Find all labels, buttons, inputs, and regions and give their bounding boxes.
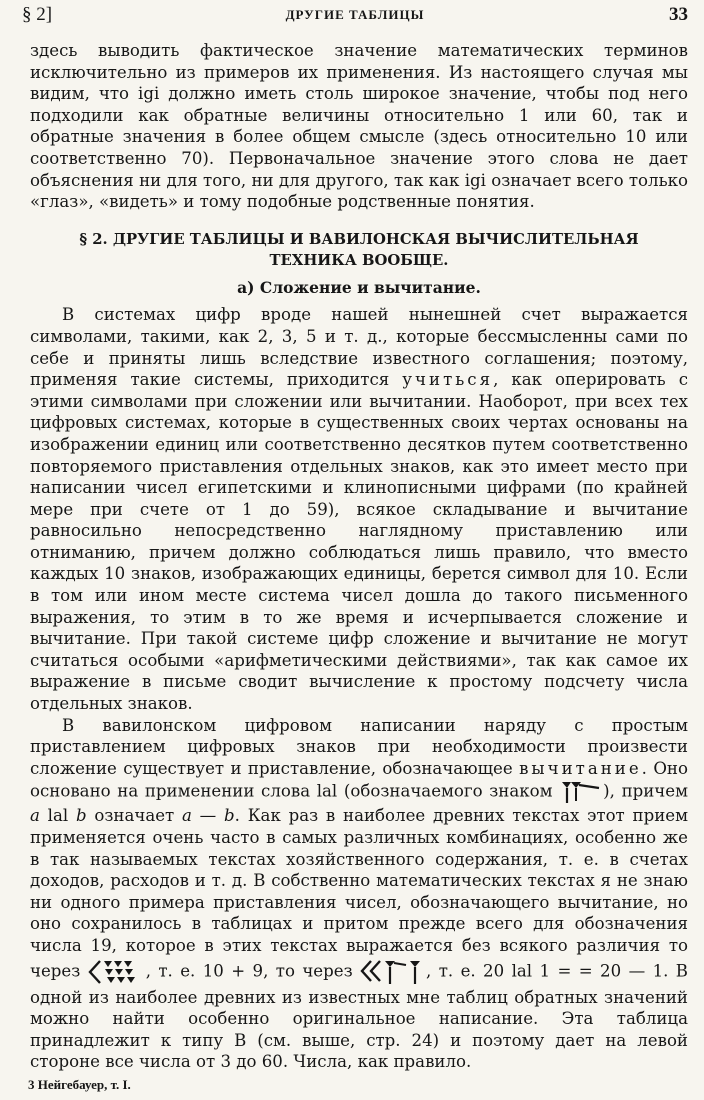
nineteen-additive-cuneiform-icon (88, 957, 146, 987)
text-run: . Как раз в наиболее древних текстах этот прием применяется очень часто в самых различных комбинациях, особенно же в так называемых текстах хозяйственного содержания, т. е. в счетах доходов, расходов и т. д. В собственно математических текстах я не знаю ни одного примера приставления чисел, обозначающего вычитание, но оно сохранилось в таблицах и притом прежде всего для обозначения числа 19, которое в этих текстах выражается без всякого различия то через (30, 806, 688, 981)
paragraph-babylonian (30, 715, 688, 1073)
header-section-ref: § 2] (22, 4, 53, 25)
var-a: a (30, 806, 40, 826)
lal-cuneiform-icon (559, 779, 603, 805)
paragraph-number-systems (30, 304, 688, 714)
var-b: b (75, 806, 87, 826)
footer-signature: 3 Нейгебауер, т. I. (28, 1077, 131, 1092)
text-run: . Оно основано на применении слова lal (обозначаемого знаком (30, 758, 688, 801)
page-number: 33 (669, 4, 688, 25)
text-run: ), причем (603, 781, 689, 801)
header-title: ДРУГИЕ ТАБЛИЦЫ (285, 7, 425, 22)
text-run: , как оперировать с этими символами при сложении или вычитании. Наоборот, при всех тех цифровых системах, которые в существенных своих чертах основаны на изображении единиц или соответственно десятков путем соответственно повторяемого приставления отдельных знаков, как это имеет место при написании чисел египетскими и клинописными цифрами (по крайней мере при счете от 1 до 59), всякое складывание и вычитание равносильно непосредственно наглядному приставлению или отниманию, причем должно соблюдаться лишь правило, что вместо каждых 10 знаков, изображающих единицы, берется символ для 10. Если в том или ином месте система чисел дошла до такого письменного выражения, то этим в то же время и исчерпывается сложение и вычитание. При такой системе цифр сложение и вычитание не могут считаться особыми «арифметическими действиями», так как самое их выражение в письме сводит вычисление к простому подсчету числа отдельных знаков. (30, 370, 688, 714)
expression-a-minus-b: a — b (182, 806, 235, 826)
nineteen-subtractive-cuneiform-icon (360, 957, 426, 987)
text-run: В вавилонском цифровом написании наряду с простым приставлением цифровых знаков при необходимости произвести сложение существует и приставление, обозначающее (30, 715, 688, 778)
text-run: , т. е. 20 lal 1 = = 20 — 1. В одной из наиболее древних из известных мне таблиц обратных значений можно найти особенно оригинальное написание. Эта таблица принадлежит к типу B (см. выше, стр. 24) и поэтому дает на левой стороне все числа от 3 до 60. Числа, как правило. (30, 961, 688, 1072)
text-run: означает (86, 806, 182, 826)
paragraph-intro: здесь выводить фактическое значение математических терминов исключительно из примеров их применения. Из настоящего случая мы видим, что igi должно иметь столь широкое значение, чтобы под него подходили как обратные величины относительно 1 или 60, так и обратные значения в более общем смысле (здесь относительно 10 или соответственно 70). Первоначальное значение этого слова не дает объяснения ни для того, ни для другого, так как igi означает всего только «глаз», «видеть» и тому подобные родственные понятия. (30, 41, 688, 212)
emphasis-spaced: вычитание (519, 758, 642, 778)
running-header (22, 4, 688, 28)
page-body (30, 40, 688, 1073)
text-run: , т. е. 10 + 9, то через (145, 961, 361, 981)
subsection-title: а) Сложение и вычитание. (237, 277, 481, 297)
emphasis-spaced: учиться (402, 370, 494, 390)
text-run: lal (39, 806, 76, 826)
text-run: В системах цифр вроде нашей нынешней счет выражается символами, такими, как 2, 3, 5 и т. д., которые бессмысленны сами по себе и приняты лишь вследствие известного соглашения; поэтому, применяя такие системы, приходится (30, 305, 688, 390)
section-title: § 2. ДРУГИЕ ТАБЛИЦЫ И ВАВИЛОНСКАЯ ВЫЧИСЛИТЕЛЬНАЯ ТЕХНИКА ВООБЩЕ. (79, 230, 639, 269)
